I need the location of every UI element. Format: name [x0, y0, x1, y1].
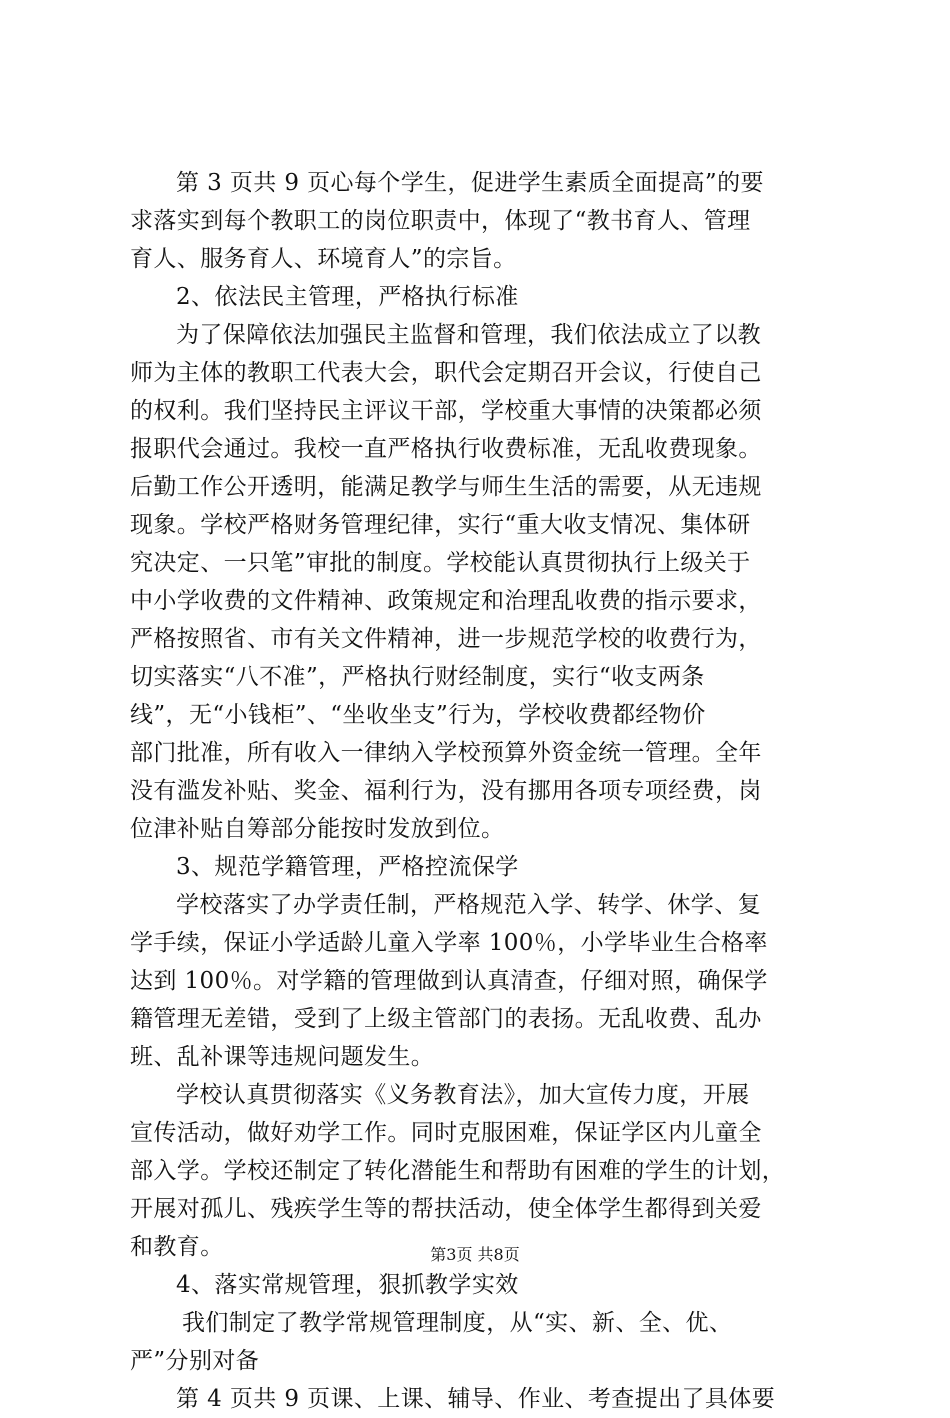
text-line: 位津补贴自筹部分能按时发放到位。	[130, 816, 505, 842]
text-line: 中小学收费的文件精神、政策规定和治理乱收费的指示要求，	[130, 588, 762, 614]
text-line: 线”，无“小钱柜”、“坐收坐支”行为，学校收费都经物价	[130, 702, 706, 728]
text-line: 的权利。我们坚持民主评议干部，学校重大事情的决策都必须	[130, 398, 762, 424]
text-line: 第 3 页共 9 页心每个学生，促进学生素质全面提高”的要	[176, 170, 764, 196]
text-line: 我们制定了教学常规管理制度，从“实、新、全、优、	[182, 1310, 733, 1336]
text-line: 报职代会通过。我校一直严格执行收费标准，无乱收费现象。	[130, 436, 762, 462]
text-line: 严”分别对备	[130, 1348, 260, 1374]
text-line: 严格按照省、市有关文件精神，进一步规范学校的收费行为，	[130, 626, 762, 652]
text-line: 切实落实“八不准”，严格执行财经制度，实行“收支两条	[130, 664, 705, 690]
page-footer: 第3页 共8页	[430, 1245, 520, 1264]
text-line: 班、乱补课等违规问题发生。	[130, 1044, 435, 1070]
text-line: 达到 100％。对学籍的管理做到认真清查，仔细对照，确保学	[130, 968, 768, 994]
text-line: 籍管理无差错，受到了上级主管部门的表扬。无乱收费、乱办	[130, 1006, 762, 1032]
section-heading: 2、依法民主管理，严格执行标准	[176, 284, 519, 310]
text-line: 学校认真贯彻落实《义务教育法》，加大宣传力度，开展	[176, 1082, 750, 1108]
text-line: 为了保障依法加强民主监督和管理，我们依法成立了以教	[176, 322, 761, 348]
text-line: 部入学。学校还制定了转化潜能生和帮助有困难的学生的计划，	[130, 1158, 786, 1184]
text-line: 后勤工作公开透明，能满足教学与师生生活的需要，从无违规	[130, 474, 762, 500]
text-line: 部门批准，所有收入一律纳入学校预算外资金统一管理。全年	[130, 740, 762, 766]
text-line: 学手续，保证小学适龄儿童入学率 100％，小学毕业生合格率	[130, 930, 768, 956]
text-line: 求落实到每个教职工的岗位职责中，体现了“教书育人、管理	[130, 208, 751, 234]
text-line: 育人、服务育人、环境育人”的宗旨。	[130, 246, 517, 272]
text-line: 师为主体的教职工代表大会，职代会定期召开会议，行使自己	[130, 360, 762, 386]
text-line: 现象。学校严格财务管理纪律，实行“重大收支情况、集体研	[130, 512, 751, 538]
text-line: 究决定、一只笔”审批的制度。学校能认真贯彻执行上级关于	[130, 550, 751, 576]
document-body	[130, 164, 830, 1418]
section-heading: 4、落实常规管理，狠抓教学实效	[176, 1272, 519, 1298]
section-heading: 3、规范学籍管理，严格控流保学	[176, 854, 519, 880]
text-line: 没有滥发补贴、奖金、福利行为，没有挪用各项专项经费，岗	[130, 778, 762, 804]
text-line: 学校落实了办学责任制，严格规范入学、转学、休学、复	[176, 892, 761, 918]
text-line: 开展对孤儿、残疾学生等的帮扶活动，使全体学生都得到关爱	[130, 1196, 762, 1222]
text-line: 和教育。	[130, 1234, 224, 1260]
text-line: 第 4 页共 9 页课、上课、辅导、作业、考查提出了具体要	[176, 1386, 776, 1412]
text-line: 宣传活动，做好劝学工作。同时克服困难，保证学区内儿童全	[130, 1120, 762, 1146]
